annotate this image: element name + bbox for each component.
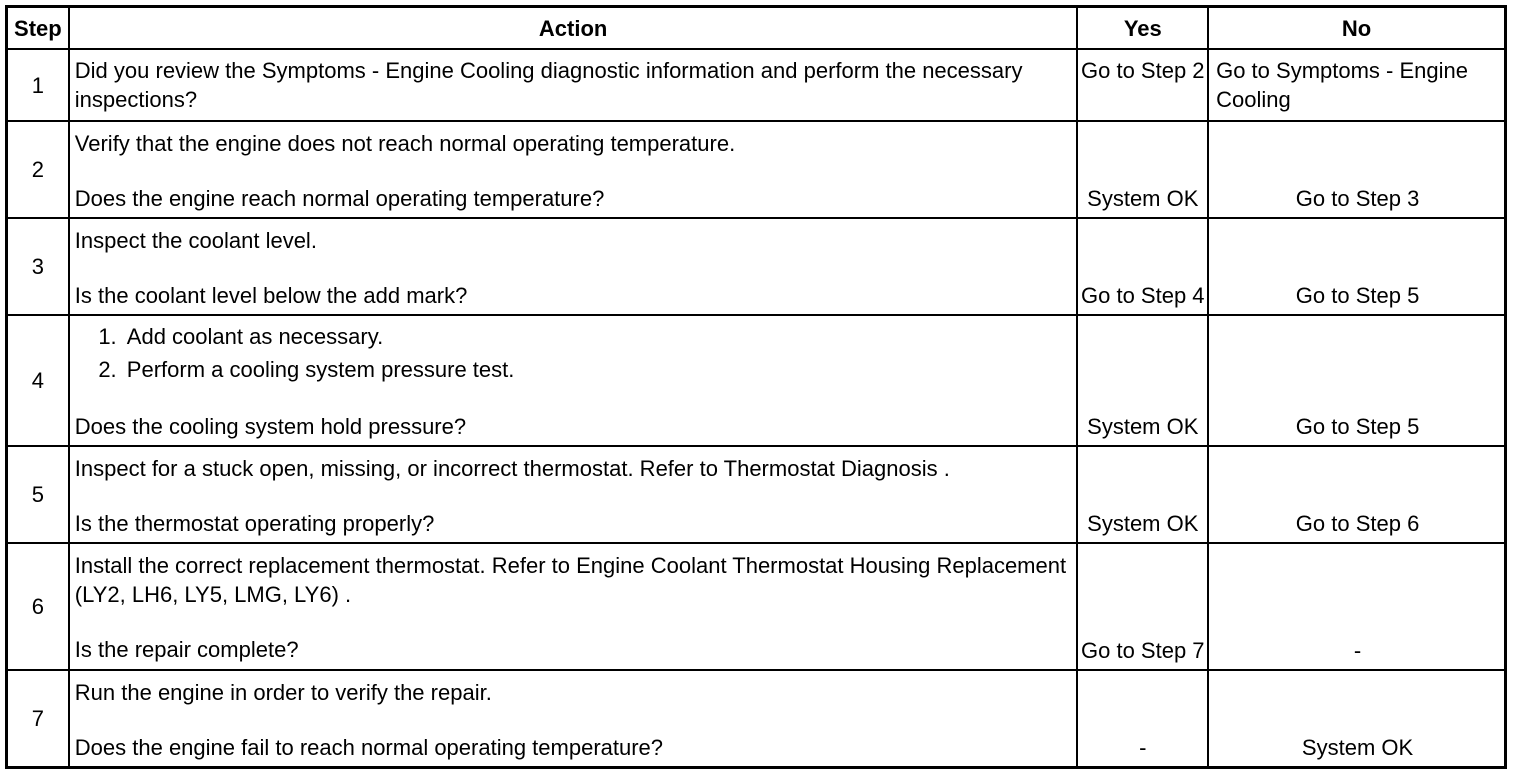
action-cell [69,218,1078,315]
action-cell [69,543,1078,670]
yes-cell: - [1077,670,1208,768]
yes-cell: System OK [1077,446,1208,543]
no-cell: Go to Step 5 [1208,218,1505,315]
action-question: Does the engine reach normal operating temperature? [74,186,605,211]
action-question: Does the engine fail to reach normal operating temperature? [74,735,664,760]
action-list [75,320,1072,386]
header-action: Action [69,7,1078,50]
step-number: 6 [7,543,69,670]
action-cell [69,49,1078,121]
action-text: Inspect the coolant level. [74,228,317,253]
action-cell [69,121,1078,218]
diagnostic-table [5,5,1507,769]
no-cell: Go to Symptoms - Engine Cooling [1208,49,1505,121]
table-row [7,446,1506,543]
action-text: Run the engine in order to verify the repair. [74,680,492,705]
action-cell [69,670,1078,768]
action-text: Install the correct replacement thermostat. Refer to Engine Coolant Thermostat Housing Replacement (LY2, LH6, LY5, LMG, LY6) . [74,553,1067,607]
step-number: 7 [7,670,69,768]
step-number: 2 [7,121,69,218]
yes-cell: Go to Step 7 [1077,543,1208,670]
action-question: Is the thermostat operating properly? [74,511,435,536]
no-cell: System OK [1208,670,1505,768]
yes-cell: System OK [1077,121,1208,218]
action-question: Is the repair complete? [74,637,299,662]
action-text: Inspect for a stuck open, missing, or incorrect thermostat. Refer to Thermostat Diagnosis . [74,456,950,481]
action-text: Did you review the Symptoms - Engine Cooling diagnostic information and perform the necessary inspections? [74,58,1023,112]
table-row [7,670,1506,768]
no-cell: - [1208,543,1505,670]
table-row [7,543,1506,670]
table-row [7,49,1506,121]
action-question: Is the coolant level below the add mark? [74,283,468,308]
list-item: 1. Add coolant as necessary. [123,320,1072,353]
yes-cell: System OK [1077,315,1208,446]
header-row [7,7,1506,50]
step-number: 3 [7,218,69,315]
header-yes: Yes [1077,7,1208,50]
step-number: 4 [7,315,69,446]
table-row [7,218,1506,315]
table-row [7,315,1506,446]
action-cell [69,446,1078,543]
no-cell: Go to Step 5 [1208,315,1505,446]
yes-cell: Go to Step 4 [1077,218,1208,315]
action-text: Verify that the engine does not reach normal operating temperature. [74,131,736,156]
step-number: 5 [7,446,69,543]
action-cell [69,315,1078,446]
header-step: Step [7,7,69,50]
no-cell: Go to Step 3 [1208,121,1505,218]
no-cell: Go to Step 6 [1208,446,1505,543]
header-no: No [1208,7,1505,50]
list-item: 2. Perform a cooling system pressure test. [123,353,1072,386]
table-row [7,121,1506,218]
action-question: Does the cooling system hold pressure? [74,414,467,439]
step-number: 1 [7,49,69,121]
yes-cell: Go to Step 2 [1077,49,1208,121]
